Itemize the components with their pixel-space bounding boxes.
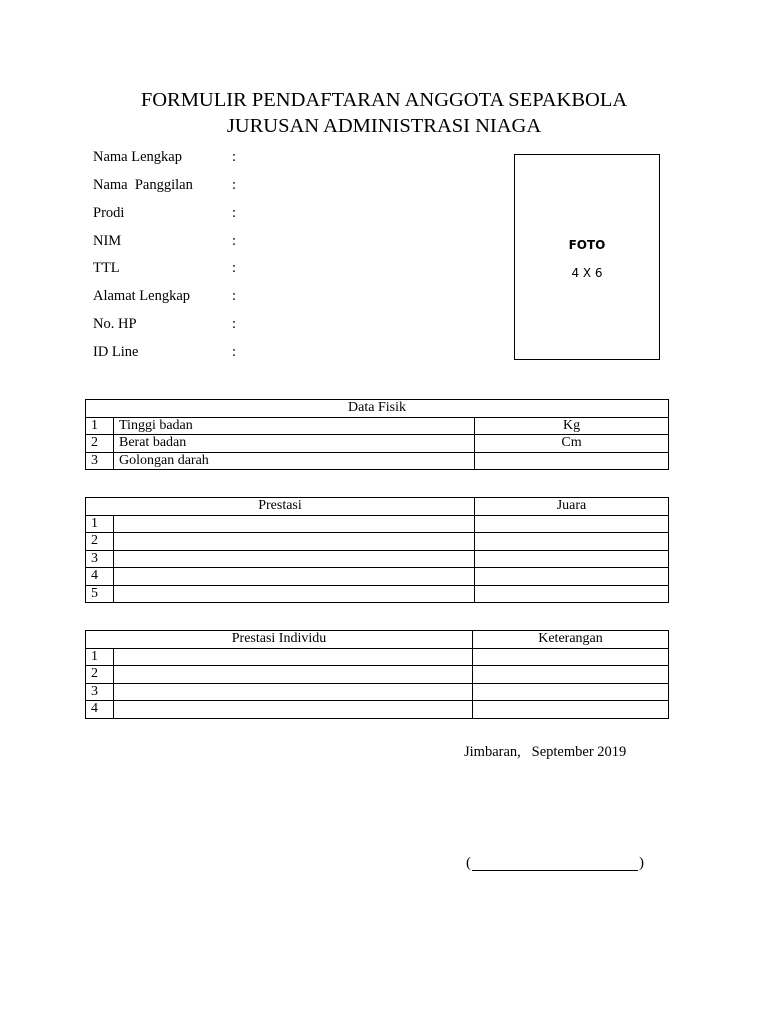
field-colon: : [232,177,237,193]
row-cell [475,568,669,586]
field-label: Nama Panggilan [93,177,193,193]
table-row [86,683,669,701]
table-row [86,666,669,684]
row-cell [114,666,473,684]
row-item: Berat badan [114,435,475,453]
row-cell [114,648,473,666]
row-number: 1 [86,417,114,435]
row-cell [473,666,669,684]
row-number: 3 [86,452,114,470]
row-cell [114,533,475,551]
table-row [86,585,669,603]
signature-underline [472,870,638,871]
row-cell [475,515,669,533]
form-title-line-1: FORMULIR PENDAFTARAN ANGGOTA SEPAKBOLA [140,89,628,111]
table-header: Prestasi Individu [86,631,473,649]
field-label: TTL [93,260,120,276]
row-number: 1 [86,648,114,666]
prestasi-table [85,497,669,603]
row-cell [475,585,669,603]
photo-placeholder [514,154,660,360]
signature-open-paren: ( [466,855,471,871]
field-nama-lengkap [93,149,237,169]
place-date: Jimbaran, September 2019 [464,744,627,760]
row-cell [475,550,669,568]
field-colon: : [232,344,237,360]
table-row [86,515,669,533]
field-colon: : [232,205,237,221]
field-alamat-lengkap [93,288,237,308]
table-header: Prestasi [86,498,475,516]
field-label: Alamat Lengkap [93,288,191,304]
field-id-line [93,344,237,364]
row-number: 4 [86,568,114,586]
prestasi-individu-table [85,630,669,719]
row-number: 5 [86,585,114,603]
table-header-row [86,400,669,418]
row-cell [114,568,475,586]
row-unit: Kg [475,417,669,435]
table-row [86,417,669,435]
signature-close-paren: ) [639,855,644,871]
table-header: Data Fisik [86,400,669,418]
field-colon: : [232,288,237,304]
row-unit: Cm [475,435,669,453]
row-cell [114,701,473,719]
field-label: Prodi [93,205,125,221]
field-prodi [93,205,237,225]
row-unit [475,452,669,470]
row-cell [114,515,475,533]
table-header-row [86,631,669,649]
field-no-hp [93,316,237,336]
row-item: Tinggi badan [114,417,475,435]
row-number: 3 [86,550,114,568]
table-header: Keterangan [473,631,669,649]
field-nama-panggilan [93,177,237,197]
row-number: 2 [86,435,114,453]
field-label: Nama Lengkap [93,149,182,165]
row-number: 1 [86,515,114,533]
row-number: 3 [86,683,114,701]
field-colon: : [232,316,237,332]
row-cell [114,550,475,568]
table-row [86,550,669,568]
table-header-row [86,498,669,516]
row-cell [114,683,473,701]
field-colon: : [232,260,237,276]
field-colon: : [232,149,237,165]
row-cell [475,533,669,551]
row-cell [114,585,475,603]
photo-label: FOTO [568,238,606,252]
row-cell [473,683,669,701]
field-ttl [93,260,237,280]
form-title-line-2: JURUSAN ADMINISTRASI NIAGA [226,115,542,137]
field-label: No. HP [93,316,137,332]
table-row [86,533,669,551]
field-colon: : [232,233,237,249]
row-item: Golongan darah [114,452,475,470]
table-row [86,435,669,453]
table-header: Juara [475,498,669,516]
table-row [86,452,669,470]
field-label: NIM [93,233,122,249]
row-cell [473,701,669,719]
field-label: ID Line [93,344,139,360]
row-cell [473,648,669,666]
row-number: 4 [86,701,114,719]
signature-line [466,857,644,871]
table-row [86,648,669,666]
row-number: 2 [86,533,114,551]
photo-size: 4 X 6 [571,266,603,280]
table-row [86,701,669,719]
field-nim [93,233,237,253]
data-fisik-table [85,399,669,470]
row-number: 2 [86,666,114,684]
table-row [86,568,669,586]
